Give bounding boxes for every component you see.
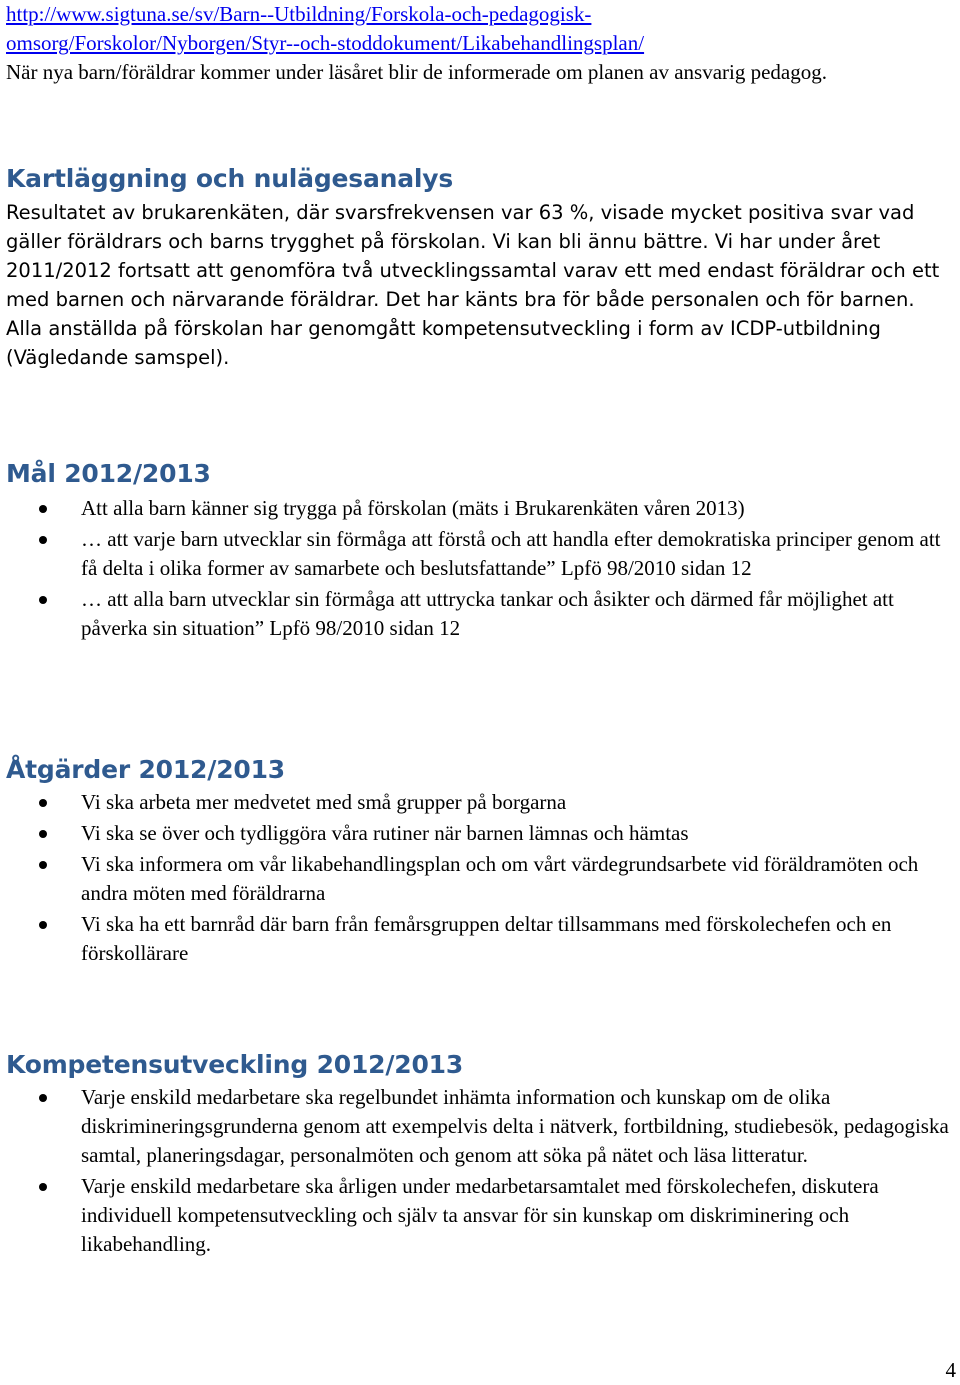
bullet-icon — [39, 830, 47, 838]
bullet-icon — [39, 799, 47, 807]
atgarder-item-text: Vi ska ha ett barnråd där barn från femårsgruppen deltar tillsammans med förskolechefen och en förskollärare — [81, 912, 892, 965]
atgarder-item-1 — [0, 788, 955, 817]
bullet-icon — [39, 505, 47, 513]
kompetens-list — [0, 1083, 955, 1261]
bullet-icon — [39, 861, 47, 869]
kartlaggning-paragraph: Resultatet av brukarenkäten, där svarsfrekvensen var 63 %, visade mycket positiva svar vad gäller föräldrars och barns trygghet på förskolan. Vi kan bli ännu bättre. Vi har under året 2011/2012 fortsatt att genomföra två utvecklingssamtal varav ett med endast föräldrar och ett med barnen och närvarande föräldrar. Det har känts bra för både personalen och för barnen. Alla anställda på förskolan har genomgått kompetensutveckling i form av ICDP-utbildning (Vägledande samspel). — [6, 201, 940, 369]
atgarder-item-text: Vi ska informera om vår likabehandlingsplan och om vårt värdegrundsarbete vid föräldramöten och andra möten med föräldrarna — [81, 852, 919, 905]
mal-item-text: Att alla barn känner sig trygga på förskolan (mäts i Brukarenkäten våren 2013) — [81, 496, 745, 520]
heading-kompetensutveckling: Kompetensutveckling 2012/2013 — [6, 1050, 464, 1079]
atgarder-item-2 — [0, 819, 955, 848]
atgarder-item-3 — [0, 850, 955, 908]
mal-item-text: … att alla barn utvecklar sin förmåga att uttrycka tankar och åsikter och därmed får möjlighet att påverka sin situation” Lpfö 98/2010 sidan 12 — [81, 587, 894, 640]
source-link[interactable] — [6, 0, 946, 58]
bullet-icon — [39, 596, 47, 604]
mal-item-2 — [0, 525, 955, 583]
source-link-line-1[interactable]: http://www.sigtuna.se/sv/Barn--Utbildning/Forskola-och-pedagogisk- — [6, 2, 592, 26]
source-link-line-2[interactable]: omsorg/Forskolor/Nyborgen/Styr--och-stoddokument/Likabehandlingsplan/ — [6, 31, 645, 55]
bullet-icon — [39, 1094, 47, 1102]
mal-item-3 — [0, 585, 955, 643]
kompetens-item-text: Varje enskild medarbetare ska årligen under medarbetarsamtalet med förskolechefen, diskutera individuell kompetensutveckling och själv ta ansvar för sin kunskap om diskriminering och likabehandling. — [81, 1174, 879, 1256]
kompetens-item-text: Varje enskild medarbetare ska regelbundet inhämta information och kunskap om de olika diskrimineringsgrunderna genom att exempelvis delta i nätverk, fortbildning, studiebesök, pedagogiska samtal, planeringsdagar, personalmöten och genom att söka på nätet och läsa litteratur. — [81, 1085, 949, 1167]
heading-kartlaggning: Kartläggning och nulägesanalys — [6, 164, 454, 193]
bullet-icon — [39, 921, 47, 929]
atgarder-list — [0, 788, 955, 970]
mal-list — [0, 494, 955, 645]
heading-atgarder: Åtgärder 2012/2013 — [6, 755, 285, 784]
kompetens-item-2 — [0, 1172, 955, 1259]
mal-item-text: … att varje barn utvecklar sin förmåga att förstå och att handla efter demokratiska principer genom att få delta i olika former av samarbete och beslutsfattande” Lpfö 98/2010 sidan 12 — [81, 527, 941, 580]
intro-paragraph: När nya barn/föräldrar kommer under läsåret blir de informerade om planen av ansvarig pedagog. — [6, 60, 827, 84]
atgarder-item-text: Vi ska arbeta mer medvetet med små grupper på borgarna — [81, 790, 567, 814]
atgarder-item-text: Vi ska se över och tydliggöra våra rutiner när barnen lämnas och hämtas — [81, 821, 689, 845]
atgarder-item-4 — [0, 910, 955, 968]
bullet-icon — [39, 1183, 47, 1191]
kompetens-item-1 — [0, 1083, 955, 1170]
mal-item-1 — [0, 494, 955, 523]
bullet-icon — [39, 536, 47, 544]
heading-mal: Mål 2012/2013 — [6, 459, 211, 488]
page-number: 4 — [945, 1358, 956, 1382]
